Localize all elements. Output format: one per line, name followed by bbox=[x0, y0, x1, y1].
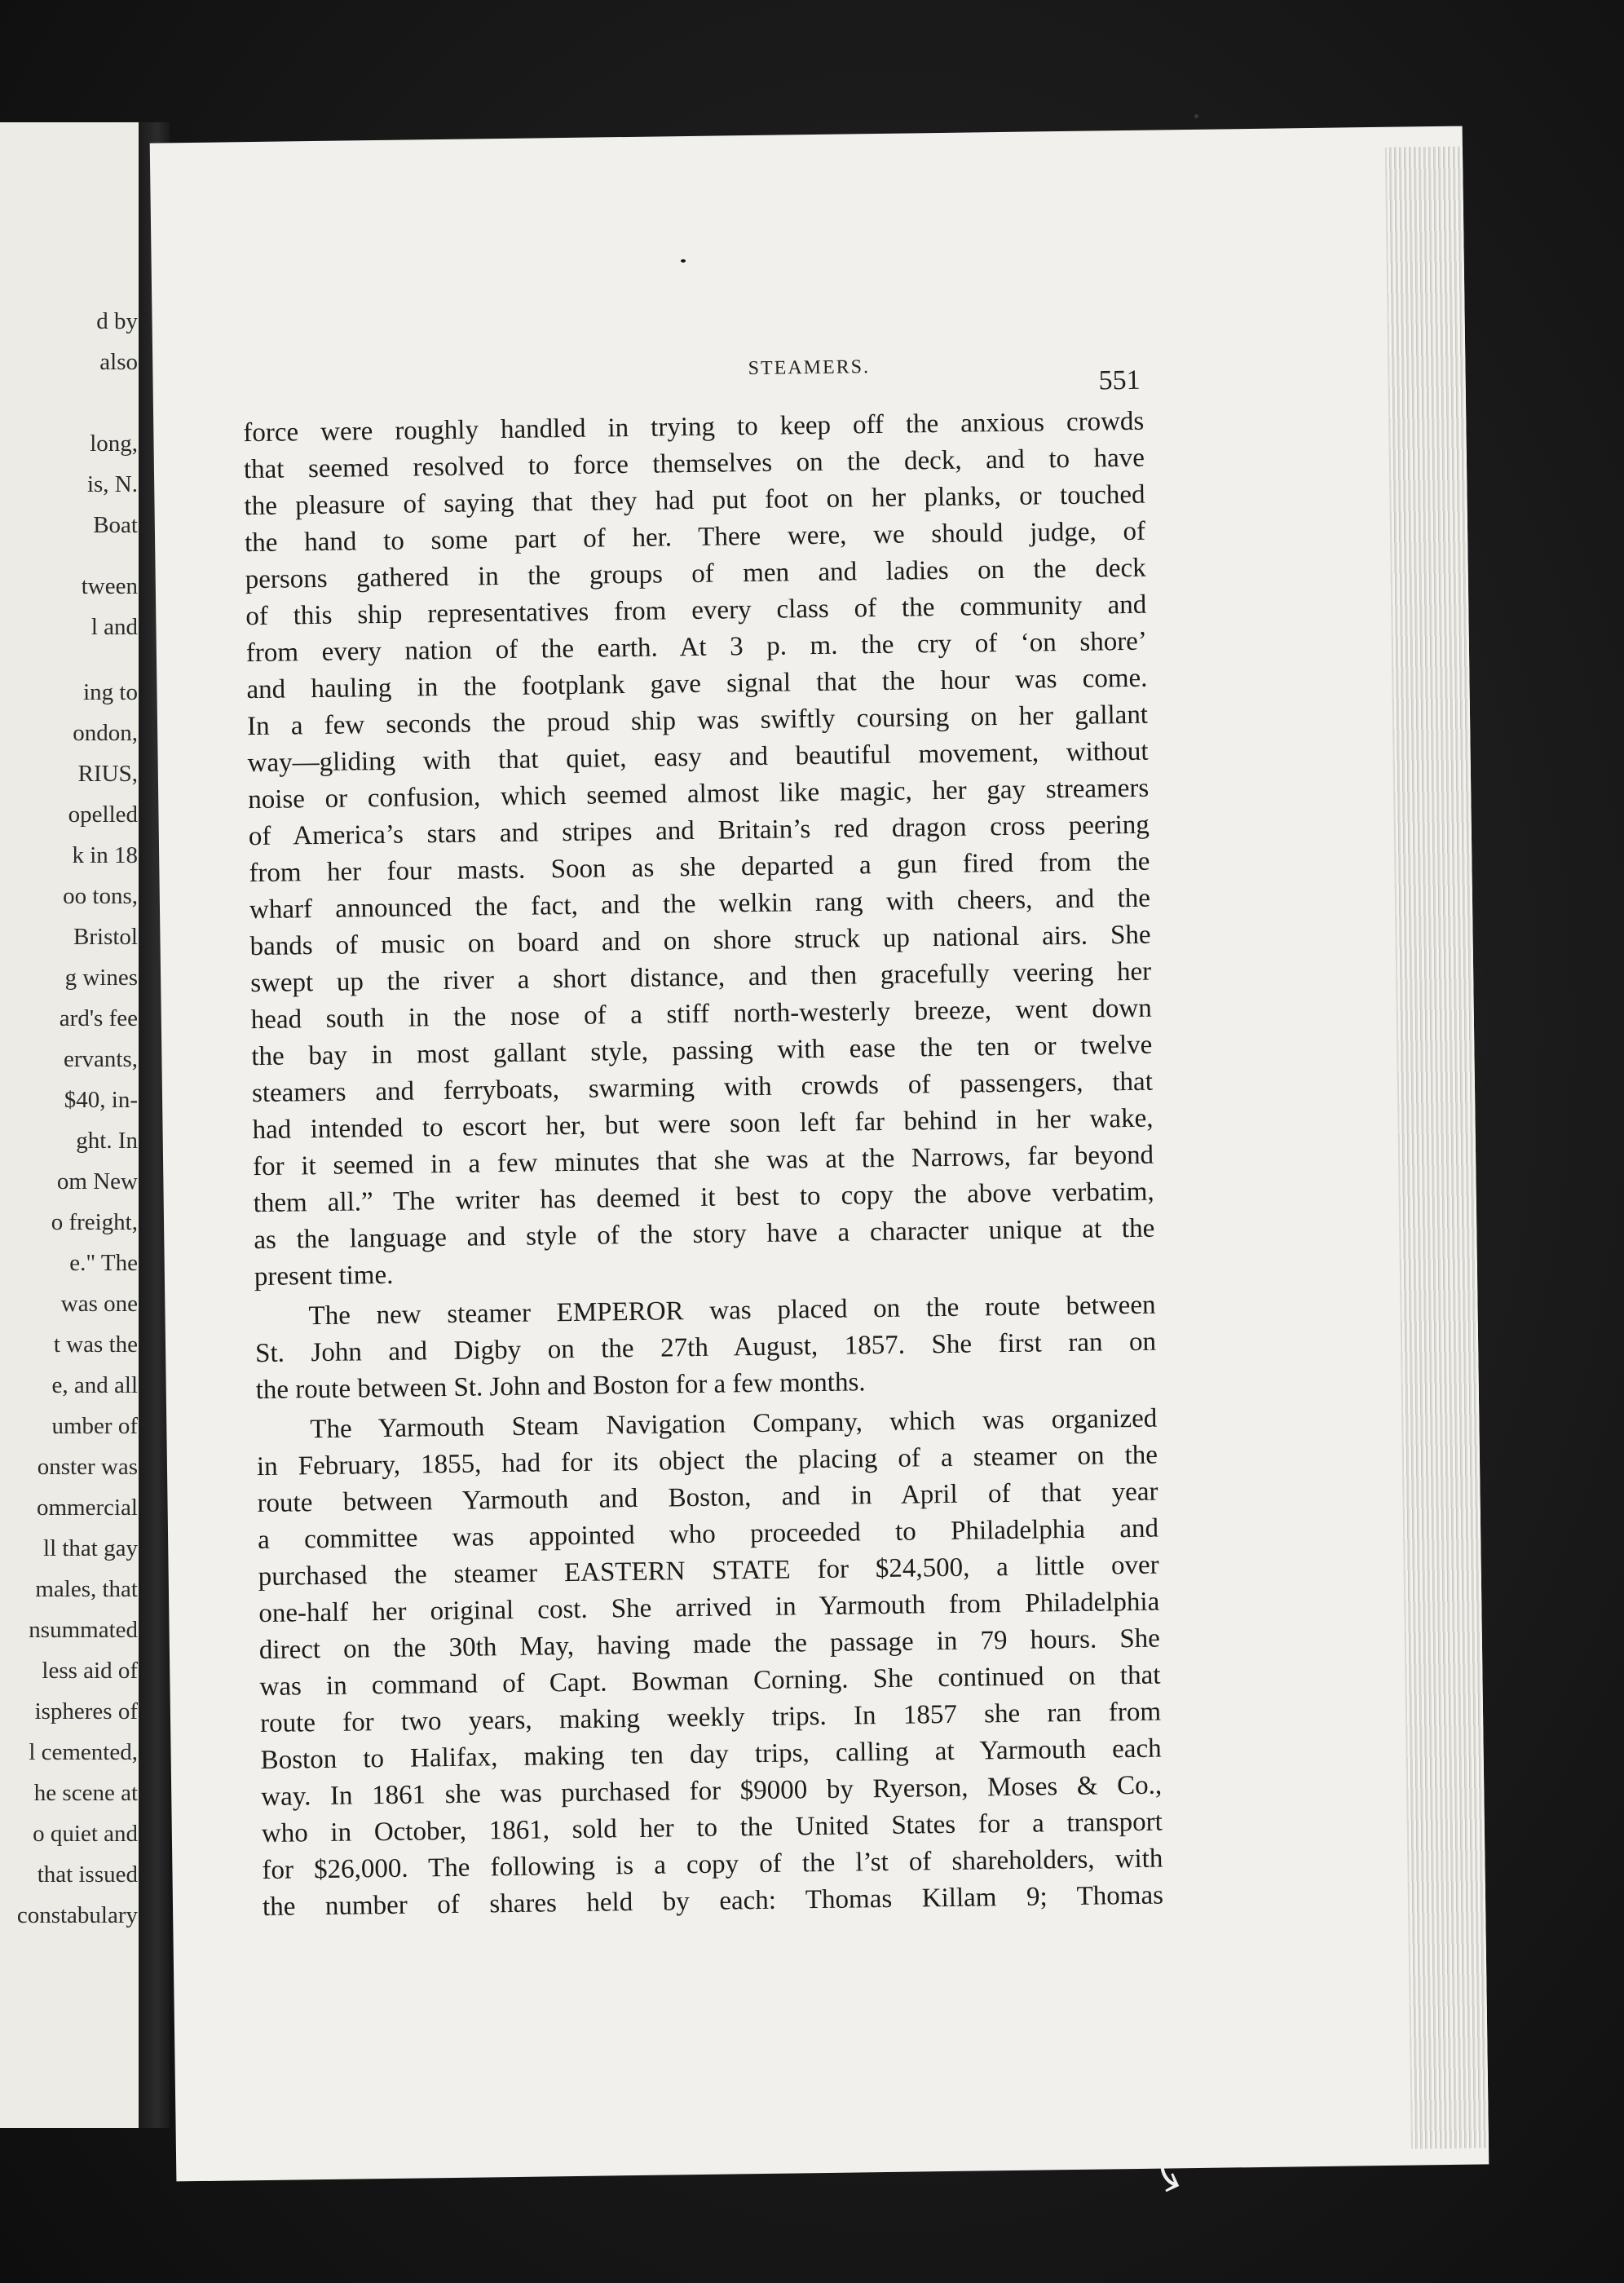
left-page-fragment: l and bbox=[90, 614, 138, 640]
left-page-fragment: Boat bbox=[93, 512, 138, 538]
left-page-fragment: long, bbox=[90, 431, 138, 457]
left-page-fragment: ondon, bbox=[73, 720, 138, 746]
left-page-fragment: RIUS, bbox=[77, 761, 138, 787]
left-page-fragment: ommercial bbox=[36, 1495, 138, 1521]
left-page-fragment: less aid of bbox=[42, 1658, 138, 1684]
text-line: swept up the river a short distance, and then gracefully veering her bbox=[249, 956, 1152, 999]
text-line: bands of music on board and on shore struck up national airs. She bbox=[249, 920, 1151, 962]
text-line: present time. bbox=[254, 1260, 394, 1292]
text-line: the route between St. John and Boston for a few months. bbox=[255, 1367, 866, 1406]
left-page-fragment: that issued bbox=[37, 1861, 138, 1888]
text-line: The new steamer EMPEROR was placed on the route between bbox=[308, 1290, 1156, 1331]
left-page-fragment: also bbox=[99, 349, 138, 375]
left-page-fragment: l cemented, bbox=[29, 1739, 138, 1765]
text-line: St. John and Digby on the 27th August, 1857. She first ran on bbox=[254, 1327, 1157, 1369]
text-line: was in command of Capt. Bowman Corning. She continued on that bbox=[259, 1660, 1161, 1702]
scan-mark-icon: ⤹ bbox=[1149, 2132, 1196, 2197]
text-line: a committee was appointed who proceeded to Philadelphia and bbox=[257, 1513, 1159, 1556]
left-page-fragment: constabulary bbox=[16, 1902, 138, 1928]
text-line: for it seemed in a few minutes that she was at the Narrows, far beyond bbox=[252, 1140, 1154, 1182]
text-line: one-half her original cost. She arrived in Yarmouth from Philadelphia bbox=[258, 1587, 1160, 1629]
left-page-fragment: oo tons, bbox=[63, 883, 138, 909]
left-page-fragment: $40, in- bbox=[64, 1087, 138, 1113]
text-line: steamers and ferryboats, swarming with crowds of passengers, that bbox=[251, 1066, 1154, 1109]
dust-speck bbox=[681, 259, 686, 263]
text-line: from every nation of the earth. At 3 p. m. the cry of ‘on shore’ bbox=[245, 626, 1148, 669]
text-line: way. In 1861 she was purchased for $9000 by Ryerson, Moses & Co., bbox=[261, 1770, 1163, 1813]
left-page-fragment: is, N. bbox=[86, 471, 138, 497]
dust-speck bbox=[1194, 114, 1198, 118]
left-page-fragment: om New bbox=[56, 1168, 138, 1194]
text-line: route between Yarmouth and Boston, and in April of that year bbox=[257, 1477, 1158, 1519]
text-line: noise or confusion, which seemed almost like magic, her gay streamers bbox=[248, 773, 1150, 815]
left-page-fragment: ll that gay bbox=[43, 1535, 138, 1561]
text-line: the pleasure of saying that they had put foot on her planks, or touched bbox=[244, 479, 1145, 522]
text-line: and hauling in the footplank gave signal that the hour was come. bbox=[246, 663, 1148, 705]
left-page-fragment: was one bbox=[60, 1291, 138, 1317]
text-line: in February, 1855, had for its object the placing of a steamer on the bbox=[256, 1440, 1158, 1482]
text-line: for $26,000. The following is a copy of the l’st of shareholders, with bbox=[262, 1844, 1163, 1886]
left-page-fragment: umber of bbox=[51, 1413, 138, 1439]
text-line: the number of shares held by each: Thomas Killam 9; Thomas bbox=[262, 1880, 1164, 1923]
left-page-fragment: d by bbox=[96, 308, 138, 334]
left-page-fragment: ervants, bbox=[64, 1046, 138, 1072]
text-line: route for two years, making weekly trips. In 1857 she ran from bbox=[259, 1697, 1162, 1739]
text-line: Boston to Halifax, making ten day trips, calling at Yarmouth each bbox=[260, 1733, 1162, 1776]
left-page-fragment: tween bbox=[81, 573, 138, 599]
left-page-fragment: ing to bbox=[83, 679, 138, 705]
left-page-fragment: t was the bbox=[53, 1331, 138, 1358]
left-facing-page bbox=[0, 122, 151, 2128]
left-page-fragment: g wines bbox=[64, 965, 138, 991]
text-line: persons gathered in the groups of men and ladies on the deck bbox=[245, 553, 1146, 595]
text-line: way—gliding with that quiet, easy and beautiful movement, without bbox=[247, 736, 1149, 779]
left-page-fragment: o quiet and bbox=[33, 1821, 138, 1847]
text-line: the bay in most gallant style, passing with ease the ten or twelve bbox=[251, 1030, 1153, 1072]
left-page-fragment: onster was bbox=[37, 1454, 138, 1480]
page-number: 551 bbox=[1098, 364, 1141, 396]
left-page-fragment: he scene at bbox=[33, 1780, 138, 1806]
text-line: In a few seconds the proud ship was swiftly coursing on her gallant bbox=[246, 700, 1149, 742]
left-page-fragment: ard's fee bbox=[59, 1005, 138, 1031]
text-line: as the language and style of the story have a character unique at the bbox=[254, 1213, 1155, 1256]
book-page bbox=[150, 126, 1489, 2182]
text-line: the hand to some part of her. There were, we should judge, of bbox=[244, 516, 1146, 559]
text-line: that seemed resolved to force themselves on the deck, and to have bbox=[243, 443, 1145, 485]
text-line: The Yarmouth Steam Navigation Company, which was organized bbox=[310, 1403, 1158, 1445]
text-line: of America’s stars and stripes and Britain’s red dragon cross peering bbox=[248, 810, 1150, 852]
body-text bbox=[243, 404, 1163, 1926]
text-line: them all.” The writer has deemed it best to copy the above verbatim, bbox=[253, 1177, 1154, 1219]
text-line: force were roughly handled in trying to keep off the anxious crowds bbox=[243, 406, 1145, 448]
left-page-fragment: k in 18 bbox=[72, 842, 138, 868]
text-line: who in October, 1861, sold her to the United States for a transport bbox=[261, 1807, 1163, 1849]
left-page-fragment: opelled bbox=[68, 801, 138, 828]
text-line: direct on the 30th May, having made the passage in 79 hours. She bbox=[258, 1623, 1161, 1666]
text-line: purchased the steamer EASTERN STATE for $24,500, a little over bbox=[258, 1550, 1159, 1592]
left-page-fragment: ght. In bbox=[76, 1128, 138, 1154]
text-line: had intended to escort her, but were soon left far behind in her wake, bbox=[252, 1103, 1154, 1146]
text-line: from her four masts. Soon as she departed a gun fired from the bbox=[249, 846, 1150, 889]
left-page-fragment: males, that bbox=[35, 1576, 138, 1602]
left-page-fragment: Bristol bbox=[73, 924, 138, 950]
running-head: STEAMERS. bbox=[748, 356, 871, 380]
left-page-fragment: ispheres of bbox=[34, 1698, 138, 1724]
text-line: head south in the nose of a stiff north-westerly breeze, went down bbox=[250, 993, 1152, 1036]
left-page-fragment: e, and all bbox=[51, 1372, 138, 1398]
left-page-fragment: e." The bbox=[69, 1250, 138, 1276]
text-line: of this ship representatives from every class of the community and bbox=[245, 590, 1147, 632]
left-page-fragment: nsummated bbox=[29, 1617, 138, 1643]
left-page-fragment: o freight, bbox=[51, 1209, 138, 1235]
text-line: wharf announced the fact, and the welkin rang with cheers, and the bbox=[249, 883, 1151, 925]
